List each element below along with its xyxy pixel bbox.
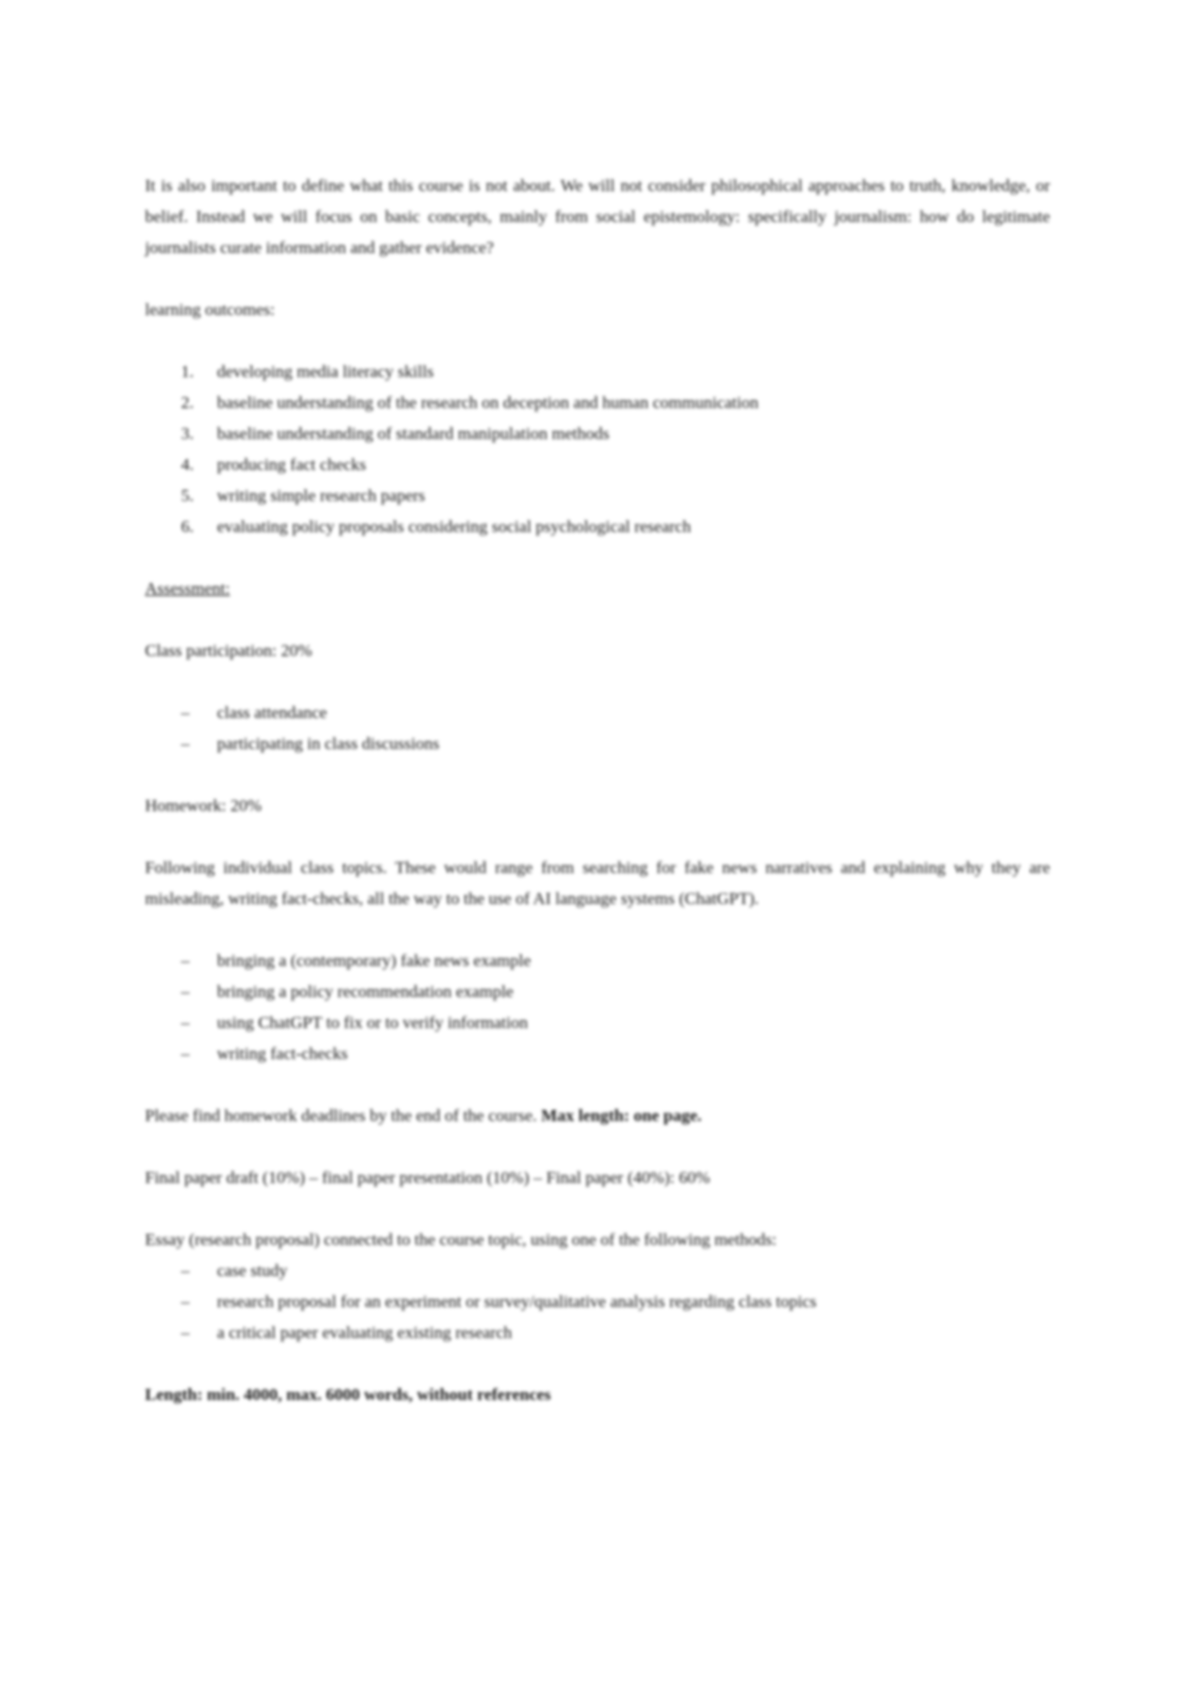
list-item: 6. evaluating policy proposals considering social psychological research [181, 517, 691, 536]
assessment-heading: Assessment: [145, 579, 230, 598]
list-item: 3. baseline understanding of standard manipulation methods [181, 424, 610, 443]
deadline-line [145, 1100, 1050, 1131]
list-item: – using ChatGPT to fix or to verify information [181, 1013, 528, 1032]
essay-intro: Essay (research proposal) connected to the course topic, using one of the following methods: [145, 1230, 777, 1249]
objectives-list [145, 356, 1050, 542]
deadline-emphasis: Max length: one page. [541, 1106, 702, 1125]
final-paper-line: Final paper draft (10%) – final paper presentation (10%) – Final paper (40%): 60% [145, 1168, 711, 1187]
list-item: 4. producing fact checks [181, 455, 367, 474]
list-item: – research proposal for an experiment or survey/qualitative analysis regarding class topics [181, 1292, 817, 1311]
list-item: – participating in class discussions [181, 734, 440, 753]
length-line: Length: min. 4000, max. 6000 words, without references [145, 1385, 551, 1404]
document-page [145, 170, 1050, 1441]
list-item: – bringing a (contemporary) fake news example [181, 951, 531, 970]
homework-paragraph: Following individual class topics. These would range from searching for fake news narratives and explaining why they are misleading, writing fact-checks, all the way to the use of AI language systems (ChatGPT). [145, 858, 1050, 908]
intro-paragraph: It is also important to define what this course is not about. We will not consider philosophical approaches to truth, knowledge, or belief. Instead we will focus on basic concepts, mainly from social epistemology: specifically journalism: how do legitimate journalists curate information and gather evidence? [145, 176, 1050, 257]
list-item: – a critical paper evaluating existing research [181, 1323, 512, 1342]
list-item: – case study [181, 1261, 288, 1280]
list-item: – bringing a policy recommendation example [181, 982, 514, 1001]
list-item: 1. developing media literacy skills [181, 362, 434, 381]
list-item: 5. writing simple research papers [181, 486, 426, 505]
homework-list [145, 945, 1050, 1069]
objectives-heading: learning outcomes: [145, 300, 275, 319]
deadline-text: Please find homework deadlines by the end of the course. [145, 1106, 537, 1125]
list-item: – class attendance [181, 703, 327, 722]
participation-heading: Class participation: 20% [145, 641, 313, 660]
essay-list [145, 1255, 1050, 1348]
homework-heading: Homework: 20% [145, 796, 262, 815]
list-item: 2. baseline understanding of the research on deception and human communication [181, 393, 759, 412]
list-item: – writing fact-checks [181, 1044, 348, 1063]
participation-list [145, 697, 1050, 759]
